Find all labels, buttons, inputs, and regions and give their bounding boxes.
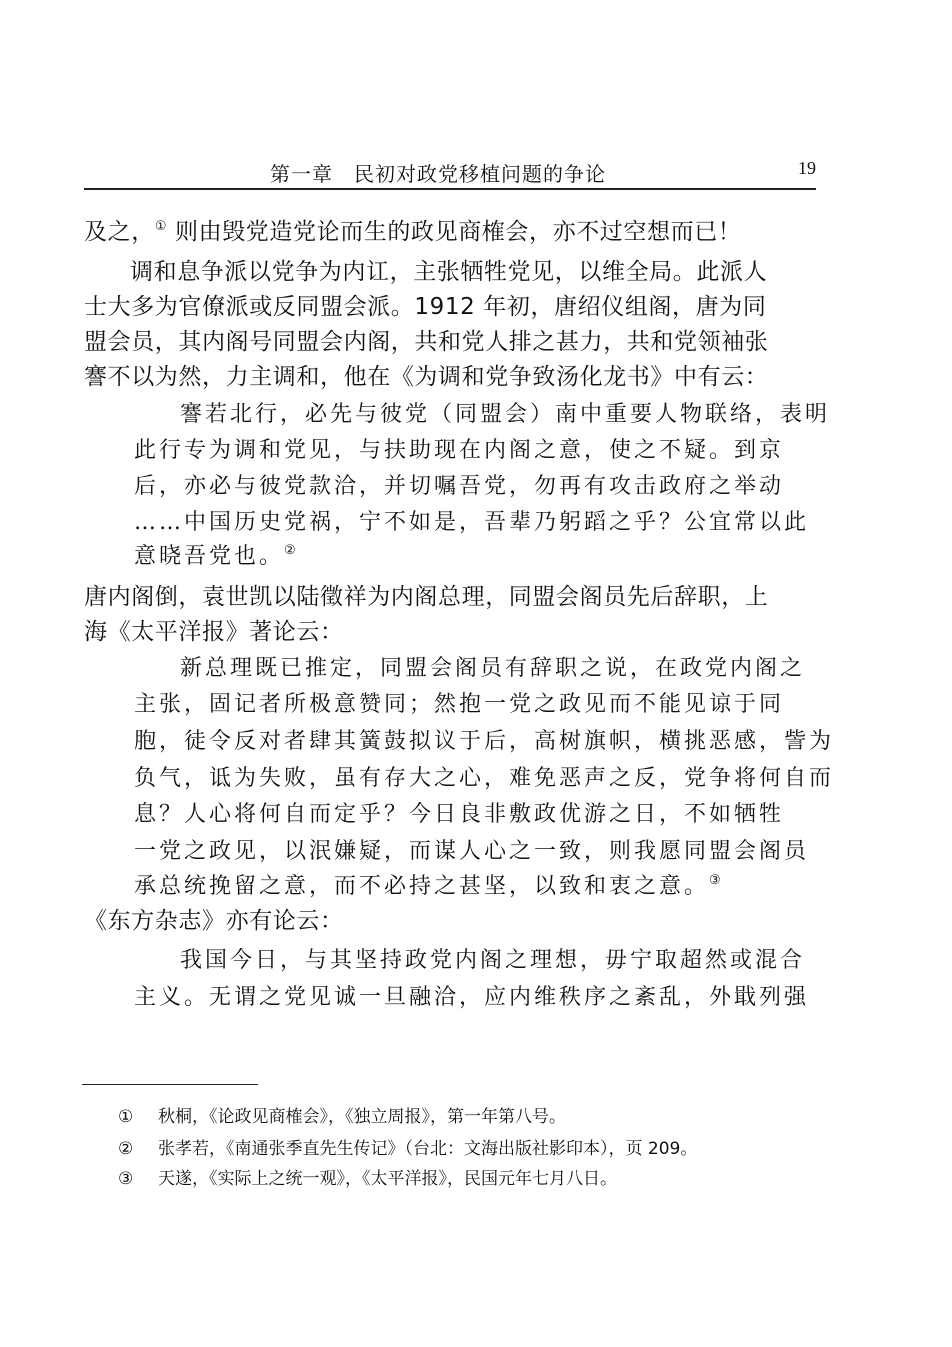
quote-line: 后，亦必与彼党款洽，并切嘱吾党，勿再有攻击政府之举动 [134, 474, 785, 499]
footnote-mark: ③ [118, 1169, 134, 1189]
body-line: 海《太平洋报》著论云： [84, 619, 344, 645]
quote-line: 意晓吾党也。② [134, 543, 299, 569]
quote-line: 新总理既已推定，同盟会阁员有辞职之说，在政党内阁之 [180, 656, 806, 681]
quote-line: 此行专为调和党见，与扶助现在内阁之意，使之不疑。到京 [134, 438, 785, 463]
footnote-text: 秋桐，《论政见商榷会》，《独立周报》，第一年第八号。 [158, 1107, 566, 1127]
running-header [84, 156, 816, 190]
footnote-mark: ② [118, 1139, 134, 1159]
body-line: 士大多为官僚派或反同盟会派。1912 年初，唐绍仪组阁，唐为同 [84, 294, 767, 320]
quote-line: 负气，诋为失败，虽有存大之心，难免恶声之反，党争将何自而 [134, 766, 835, 791]
footnote-rule [82, 1084, 258, 1085]
body-line: 唐内阁倒，袁世凯以陆徵祥为内阁总理，同盟会阁员先后辞职，上 [84, 584, 769, 610]
quote-line: 承总统挽留之意，而不必持之甚坚，以致和衷之意。③ [134, 873, 724, 899]
footnote [118, 1138, 697, 1160]
footnote-ref: ③ [709, 873, 724, 888]
body-line: 盟会员，其内阁号同盟会内阁，共和党人排之甚力，共和党领袖张 [84, 329, 769, 355]
quote-line: 謇若北行，必先与彼党（同盟会）南中重要人物联络，表明 [180, 402, 831, 427]
quote-line: 一党之政见，以泯嫌疑，而谋人心之一致，则我愿同盟会阁员 [134, 839, 810, 864]
quote-line: 我国今日，与其坚持政党内阁之理想，毋宁取超然或混合 [180, 948, 806, 973]
quote-line: 息？人心将何自而定乎？今日良非敷政优游之日，不如牺牲 [134, 802, 785, 827]
footnote-mark: ① [118, 1107, 134, 1127]
quote-line: 主张，固记者所极意赞同；然抱一党之政见而不能见谅于同 [134, 692, 785, 717]
body-line: 及之，① 则由毁党造党论而生的政见商榷会，亦不过空想而已！ [84, 219, 742, 245]
footnote-text: 张孝若，《南通张季直先生传记》（台北：文海出版社影印本），页 209。 [158, 1139, 698, 1159]
body-line: 謇不以为然，力主调和，他在《为调和党争致汤化龙书》中有云： [84, 364, 769, 390]
footnote [118, 1106, 566, 1128]
body-line: 《东方杂志》亦有论云： [84, 908, 344, 934]
footnote [118, 1168, 617, 1190]
quote-line: 胞，徒令反对者肆其簧鼓拟议于后，高树旗帜，横挑恶感，訾为 [134, 729, 835, 754]
page-number: 19 [798, 158, 816, 178]
quote-line: 主义。无谓之党见诚一旦融洽，应内维秩序之紊乱，外戢列强 [134, 985, 810, 1010]
chapter-title: 第一章 民初对政党移植问题的争论 [270, 162, 606, 186]
quote-line: ……中国历史党祸，宁不如是，吾辈乃躬蹈之乎？公宜常以此 [134, 510, 810, 535]
footnote-ref: ① [154, 219, 168, 234]
body-line: 调和息争派以党争为内讧，主张牺牲党见，以维全局。此派人 [130, 259, 768, 285]
footnote-text: 天遂，《实际上之统一观》，《太平洋报》，民国元年七月八日。 [158, 1169, 617, 1189]
footnote-ref: ② [284, 543, 299, 558]
